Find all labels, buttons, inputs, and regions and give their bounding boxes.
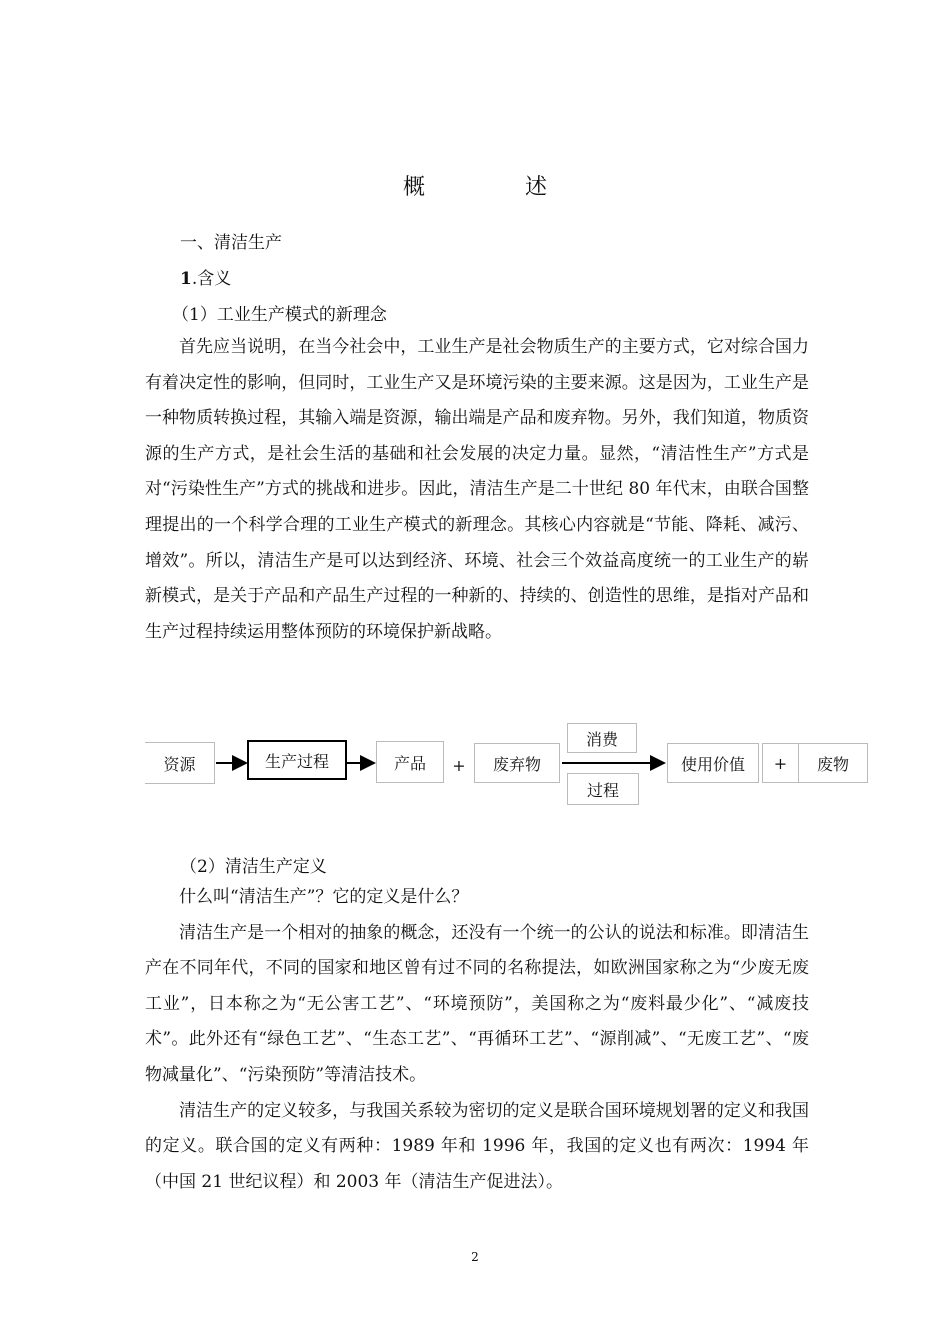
box-waste-2: 废物	[798, 743, 868, 783]
production-flow-diagram	[0, 715, 950, 815]
box-product: 产品	[376, 741, 444, 783]
box-production-process: 生产过程	[247, 740, 347, 780]
subsection-label: .含义	[191, 269, 232, 289]
item-heading-1: （1）工业生产模式的新理念	[172, 305, 387, 325]
paragraph-4-text: 清洁生产的定义较多，与我国关系较为密切的定义是联合国环境规划署的定义和我国的定义。联合国的定义有两种：1989 年和 1996 年，我国的定义也有两次：1994 年（中国 21 世纪议程）和 2003 年（清洁生产促进法）。	[145, 1100, 809, 1192]
page-number: 2	[471, 1250, 479, 1264]
paragraph-3-text: 清洁生产是一个相对的抽象的概念，还没有一个统一的公认的说法和标准。即清洁生产在不同年代，不同的国家和地区曾有过不同的名称提法，如欧洲国家称之为“少废无废工业”，日本称之为“无公害工艺”、“环境预防”，美国称之为“废料最少化”、“减废技术”。此外还有“绿色工艺”、“生态工艺”、“再循环工艺”、“源削减”、“无废工艺”、“废物减量化”、“污染预防”等清洁技术。	[145, 922, 809, 1085]
box-use-value: 使用价值	[667, 743, 759, 783]
title-char-2: 述	[525, 175, 548, 200]
section-heading: 一、清洁生产	[180, 233, 282, 253]
paragraph-2	[145, 880, 809, 1200]
box-resource: 资源	[145, 742, 215, 784]
plus-sign-1: +	[444, 751, 474, 779]
subsection-heading	[180, 264, 231, 289]
box-waste: 废弃物	[474, 743, 560, 783]
box-consumption-top: 消费	[567, 723, 637, 753]
paragraph-1-text: 首先应当说明，在当今社会中，工业生产是社会物质生产的主要方式，它对综合国力有着决定性的影响，但同时，工业生产又是环境污染的主要来源。这是因为，工业生产是一种物质转换过程，其输入端是资源，输出端是产品和废弃物。另外，我们知道，物质资源的生产方式，是社会生活的基础和社会发展的决定力量。显然，“清洁性生产”方式是对“污染性生产”方式的挑战和进步。因此，清洁生产是二十世纪 80 年代末，由联合国整理提出的一个科学合理的工业生产模式的新理念。其核心内容就是“节能、降耗、减污、增效”。所以，清洁生产是可以达到经济、环境、社会三个效益高度统一的工业生产的崭新模式，是关于产品和产品生产过程的一种新的、持续的、创造性的思维，是指对产品和生产过程持续运用整体预防的环境保护新战略。	[145, 337, 809, 642]
box-consumption-bottom: 过程	[567, 773, 639, 805]
plus-sign-2: +	[762, 743, 798, 783]
paragraph-2-text: 什么叫“清洁生产”？它的定义是什么？	[179, 887, 469, 907]
paragraph-1	[145, 330, 809, 650]
page-title	[0, 170, 950, 201]
title-char-1: 概	[402, 175, 425, 200]
subsection-number: 1	[180, 269, 192, 289]
item-heading-2: （2）清洁生产定义	[180, 857, 327, 877]
